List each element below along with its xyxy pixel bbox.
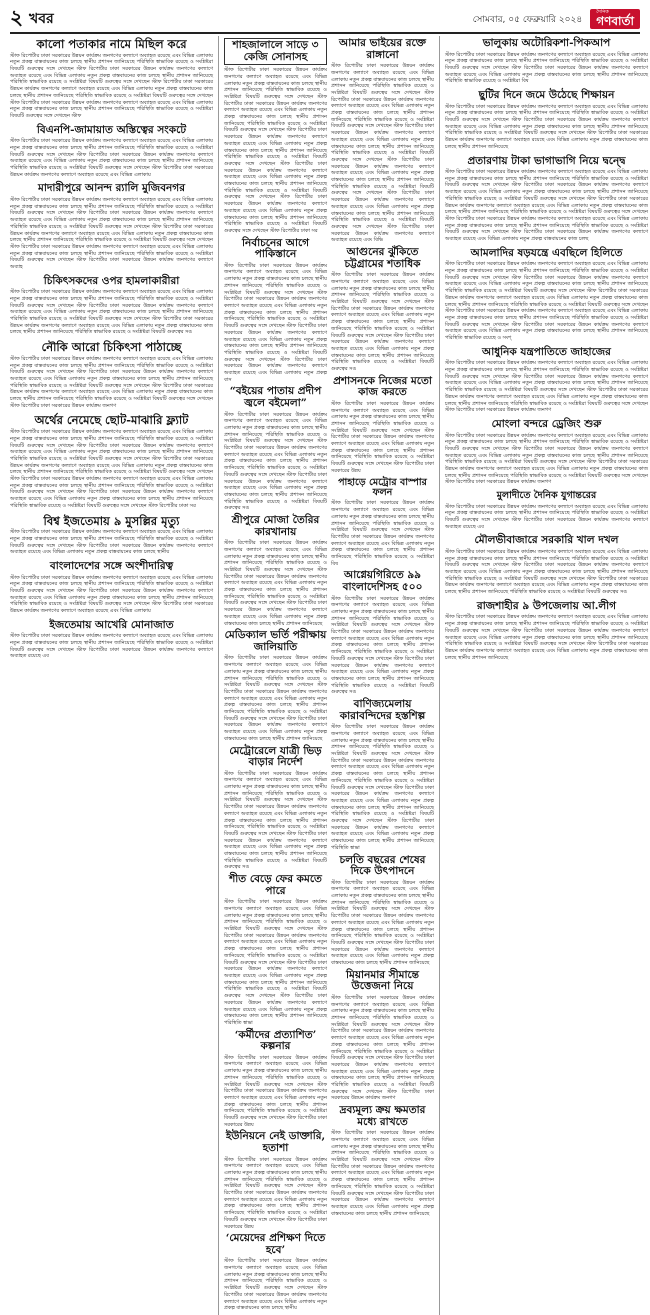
column-right	[445, 36, 648, 1315]
article-headline[interactable]: মুলাদীতে দৈনিক যুগান্তরের	[496, 490, 597, 502]
news-article	[445, 599, 648, 661]
news-article	[445, 36, 648, 85]
article-headline[interactable]: দ্রব্যমূল্য ক্রয় ক্ষমতার মধ্যে রাখতে	[339, 1104, 426, 1128]
article-body: স্টাফ রিপোর্টার ঢাকা সরকারের উন্নয়ন কার্যক্রম জনগণের কল্যাণে অব্যাহত রয়েছে এবং বিভিন্ন এলাকায় নতুন প্রকল্প বাস্তবায়নের কাজ চলছে স্থানীয় প্রশাসন জানিয়েছে পরিস্থিতি স্বাভাবিক রয়েছে ও সংশ্লিষ্টরা বিষয়টি গুরুত্বের সঙ্গে দেখছেন স্টাফ রিপোর্টার ঢাকা সরকারের উন্নয়ন কার্যক্রম জনগণের কল্যাণে অব্যাহত রয়েছে এব	[445, 503, 648, 530]
news-article	[445, 246, 648, 342]
article-body: স্টাফ রিপোর্টার ঢাকা সরকারের উন্নয়ন কার্যক্রম জনগণের কল্যাণে অব্যাহত রয়েছে এবং বিভিন্ন এলাকায় নতুন প্রকল্প বাস্তবায়নের কাজ চলছে স্থানীয় প্রশাসন জানিয়েছে পরিস্থিতি স্বাভাবিক রয়েছে ও সংশ্লিষ্টরা বিষয়টি গুরুত্বের সঙ্গে দেখছেন স্টাফ রিপোর্টার ঢাকা সরকারের উন্নয়ন কার্যক্রম জনগণের কল্যাণে অব্যাহত রয়েছে এবং বিভিন্ন এলাকায় নতুন প্রকল্প বাস্তবায়নের কাজ চলছে স্থানীয় প্রশাসন জানিয়েছে পরিস্থিতি স্বাভাবিক রয়েছে ও সংশ্লিষ্টরা বিষয়টি গুরুত্বের সঙ্গে দেখছেন স্টাফ রিপোর্টার ঢাকা সরকারের উন্নয়ন কার্যক্রম জনগণের কল্যাণে অব্যাহত রয়েছে এবং বিভিন্ন এলাকায় নতুন প্রকল্প বাস্তবায়নের কাজ চলছে স্থানীয় প্রশাসন জানিয়েছে পরিস্থিতি স্বাভাবিক রয়েছে ও সংশ্লিষ্টরা বিষয়টি গুরুত্বের সঙ্গে দেখছেন স্টাফ রিপোর্টার ঢাকা সরকারের উন্নয়ন কার্যক্রম জনগণের কল্যাণে অব্যাহত রয়েছে এবং বিভিন্ন এলাকায় নতুন প্রকল্প বাস্তবায়নের কাজ চলছে স্থানীয় প্রশাসন জানিয়েছে পরিস্থিতি স্বাভাবিক রয়েছে ও সংশ্লিষ্টরা বিষয়টি গুরুত্বের সঙ্গে দেখছেন স্টাফ রিপোর্টার ঢাকা সরকারের উন্নয়ন কার্যক্রম জনগণের কল্যাণে অব্যাহত রয়েছে এবং বিভিন্ন এলাকায় নতুন প্রকল্প বাস্তবায়নের কাজ চলছে স্থানীয় প্রশাসন জানিয়েছে পরিস্থিতি স্বাভাবিক রয়েছে ও সংশ্লিষ্টরা বিষয়টি গুরুত্বের সঙ্গে দেখছেন স্টাফ রিপোর্টার ঢাকা সর	[10, 429, 213, 509]
article-headline[interactable]: ছুটির দিনে জমে উঠেছে শিক্ষায়ন	[478, 89, 615, 102]
article-body: স্টাফ রিপোর্টার ঢাকা সরকারের উন্নয়ন কার্যক্রম জনগণের কল্যাণে অব্যাহত রয়েছে এবং বিভিন্ন এলাকায় নতুন প্রকল্প বাস্তবায়নের কাজ চলছে স্থানীয় প্রশাসন জানিয়েছে পরিস্থিতি স্বাভাবিক রয়েছে ও সংশ্লিষ্টরা বিষয়টি গুরুত্বের সঙ্গে দেখছেন স্টাফ রিপোর্টার ঢাকা সরকারের উন্নয়ন কার্যক্রম জনগণের কল্যাণে অব্যাহত রয়েছে এবং বিভিন্ন এলাকায় নতুন প্রকল্প বাস্তবায়নের কাজ চলছে স্থানীয় প্রশাসন জানিয়েছে পরিস্থিতি স্বাভাবিক রয়েছে ও সংশ্লিষ্টরা বিষয়টি গুরুত্বের সঙ্গে দেখছেন স্টাফ রিপোর্টার ঢাকা সরকারের উন্নয়ন কার্যক্রম জনগণের কল্যাণে অব্যাহত রয়েছে এবং বিভিন্ন এলাকায় নতুন প্রকল্প বাস্তবায়নের কাজ চলছে স্থানীয় প্রশাসন জানিয়েছে পরিস্থিতি স্বাভাবিক রয়েছে ও সংশ্লিষ্টরা বিষয়টি গুরুত্বের সঙ্গে দেখছেন স্টাফ রিপোর্টার ঢাকা সরকারের উন্নয়ন কার্যক্রম জনগণের কল্যাণে অব্যাহত রয়েছে এবং বিভিন্ন এলাকায় নতুন প্রকল্প বাস্তবায়নের কাজ চলছে স্থানীয় প্রশাসন জানিয়েছে পরিস্থিতি স্বাভাবিক রয়েছে ও সংশ্লিষ্টরা বিষয়টি গুরুত্বের সঙ্গে দেখছেন স্টাফ রিপোর্টার ঢাকা সরকারের উন্নয়ন কার্যক্রম জনগণের কল্যাণে অব্যাহত রয়েছে এবং বিভিন্ন এলাকায় নতুন প্রকল্প বাস্তবায়নের কাজ চলছ	[445, 169, 648, 243]
article-headline[interactable]: বাণিজ্যমেলায় কারাবন্দিদের হস্তশিল্প	[339, 698, 426, 722]
article-headline[interactable]: পাহাড়ে মেট্রোর বাস্পার ফলন	[338, 476, 427, 498]
article-headline[interactable]: মৌলভীবাজারে সরকারি খাল দখল	[474, 534, 619, 547]
article-body: স্টাফ রিপোর্টার ঢাকা সরকারের উন্নয়ন কার্যক্রম জনগণের কল্যাণে অব্যাহত রয়েছে এবং বিভিন্ন এলাকায় নতুন প্রকল্প বাস্তবায়নের কাজ চলছে স্থানীয় প্রশাসন জানিয়েছে পরিস্থিতি স্বাভাবিক রয়েছে ও সংশ্লিষ্টরা বিষয়টি গুরুত্বের সঙ্গে দেখছেন স্টাফ রিপোর্টার ঢাকা সরকারের উন্নয়ন কার্যক্রম জনগণের কল্যাণে অব্যাহত রয়েছে এবং বিভিন্ন এলাকায় নতুন প্রকল্প বাস্তবায়নের কাজ চলছে স্থানীয় প্রশাসন জানিয়েছে পরিস্থিতি স্বাভাবিক রয়েছে ও সংশ্লিষ্টরা বিষয়টি গুরুত্বের সঙ্গে দেখছেন স্টাফ রিপোর্টার ঢাকা সরকারের উন্নয়ন কার্যক্রম জনগণের কল্যাণে অব্যাহত রয়েছে এবং বিভিন্ন এলাকায় নতুন প্রকল্প বাস্তবায়নের কাজ চলছে স্থানীয় প্রশাসন জানিয়েছে	[445, 103, 648, 150]
article-headline[interactable]: ইজতেমায় আখেরি মোনাজাত	[49, 618, 174, 631]
article-headline[interactable]: বিশ্ব ইজতেমায় ৯ মুসল্লির মৃত্যু	[43, 513, 180, 528]
article-headline[interactable]: নৌকি আরো চিকিৎসা পাঠাচ্ছে	[41, 340, 182, 355]
article-headline[interactable]: বাংলাদেশের সঙ্গে অংশীদারিত্ব	[49, 559, 174, 572]
article-headline[interactable]: মোংলা বন্দরে ড্রেজিং শুরু	[491, 417, 602, 430]
article-headline[interactable]: প্রতারণায় টাকা ভাগাভাগি নিয়ে দ্বন্দ্বে	[467, 154, 626, 167]
article-body: স্টাফ রিপোর্টার ঢাকা সরকারের উন্নয়ন কার্যক্রম জনগণের কল্যাণে অব্যাহত রয়েছে এবং বিভিন্ন এলাকায় নতুন প্রকল্প বাস্তবায়নের কাজ চলছে স্থানীয় প্রশাসন জানিয়েছে পরিস্থিতি স্বাভাবিক রয়েছে ও সংশ্লিষ্টরা বিষয়টি গুরুত্বের সঙ্গে দেখছেন স্টাফ রিপোর্টার ঢাকা সরকারের উন্নয়ন কার্যক্রম জনগণের কল্যাণে অব্যাহত রয়েছে এবং বিভিন্ন এলাকায় নতুন প্রকল্প বাস্তবায়নের কাজ চলছে স্থানীয় প্রশাসন জানিয়েছে পরিস্থিতি স্বাভাবিক রয়েছে ও সংশ্লিষ্টরা বিষয়টি গুরুত্বের সঙ্গে দেখছেন স্টাফ রিপোর্টার ঢাকা সরকারের উন্নয়ন কার্যক্রম জনগণের কল্যাণে অব্যাহত রয়েছে এবং বিভিন্ন এলাকায় নতুন প্রকল্প বাস্তবায়নের কাজ চলছে স্থানীয় প্রশাসন জানিয়েছে পরিস্থিতি স্বাভাবিক রয়েছে ও সংশ্লিষ্টরা বিষয়টি গুরুত্বের সঙ	[224, 411, 327, 512]
news-article	[331, 1105, 434, 1217]
article-body: স্টাফ রিপোর্টার ঢাকা সরকারের উন্নয়ন কার্যক্রম জনগণের কল্যাণে অব্যাহত রয়েছে এবং বিভিন্ন এলাকায় নতুন প্রকল্প বাস্তবায়নের কাজ চলছে স্থানীয় প্রশাসন জানিয়েছে পরিস্থিতি স্বাভাবিক রয়েছে ও সংশ্লিষ্টরা বিষয়টি গুরুত্বের সঙ্গে দেখছেন স্টাফ রিপোর্টার ঢাকা সরকারের উন্নয়ন কার্যক্রম জনগণের কল্যাণে অব্যাহত রয়েছে এবং বিভিন্ন এলাকায় নতুন প্রকল্প বাস্তবায়নের কাজ চলছে স্থানীয় প্রশাসন জানিয়েছে পরিস্থিতি স্বাভাবিক রয়েছে ও সংশ্লিষ্টরা বিষয়টি গুরুত্বের সঙ্গে দেখছেন স্টাফ রিপোর্টার ঢাকা সরকারের উন্নয়ন কার্যক্রম জনগণের কল্যাণে অব্যাহত রয়েছে এবং বিভিন্ন এলাকায় নতুন প্রকল্প বাস্তবায়নের কাজ চলছে স্থানীয় প্রশাসন জানিয়েছে পরিস্থিতি স্বাভাবিক রয়েছে ও সংশ্লিষ্টরা বিষয়টি গুরুত্বের সঙ	[331, 595, 434, 696]
article-headline[interactable]: রাজশাহীর ৯ উপজেলায় আ.লীগ	[476, 599, 617, 612]
article-body: স্টাফ রিপোর্টার ঢাকা সরকারের উন্নয়ন কার্যক্রম জনগণের কল্যাণে অব্যাহত রয়েছে এবং বিভিন্ন এলাকায় নতুন প্রকল্প বাস্তবায়নের কাজ চলছে স্থানীয় প্রশাসন জানিয়েছে পরিস্থিতি স্বাভাবিক রয়েছে ও সংশ্লিষ্টরা বিষয়টি গুরুত্বের সঙ্গে দেখছেন স্টাফ রিপোর্টার ঢাকা সরকারের উন্নয়ন কার্যক্রম জনগণের কল্যাণে অব্যাহত রয়েছে এবং বিভিন্ন এলাকায় নতুন প্রকল্প বাস্তবায়নের কাজ চলছে স্থানীয় প্রশাসন জানিয়েছে পরিস্থিতি স্বাভাবিক রয়েছে ও সংশ্লিষ্টরা বিষয়টি গুরুত্বের সঙ্গে দেখছেন স্টাফ রিপোর্টার ঢাকা সরকারের উন্নয়ন কার্যক্রম জনগণের কল্যাণে অব্যাহত রয়েছে এবং বিভিন্ন এলাকায়	[10, 574, 213, 615]
section-title: খবর	[29, 11, 54, 27]
article-body: স্টাফ রিপোর্টার ঢাকা সরকারের উন্নয়ন কার্যক্রম জনগণের কল্যাণে অব্যাহত রয়েছে এবং বিভিন্ন এলাকায় নতুন প্রকল্প বাস্তবায়নের কাজ চলছে স্থানীয় প্রশাসন জানিয়েছে পরিস্থিতি স্বাভাবিক রয়েছে ও সংশ্লিষ্টরা বিষয়টি গুরুত্বের সঙ্গে দেখছেন স্টাফ রিপোর্টার ঢাকা সরকারের উন্নয়ন কার্যক্রম জনগণের কল্যাণে অব্যাহত রয়েছে এবং বিভিন্ন এলাকায় নতুন প্রকল্প বাস্তবায়নের কাজ চলছে স্থানীয় প্রশাসন জানিয়েছে পরিস্থিতি স্বাভাবিক রয়েছে ও সংশ্লিষ্টরা বিষয়টি গুরুত্বের সঙ্গে দেখছেন স্টাফ রিপোর্টার ঢাকা সরকারের উন্নয়ন কার্যক্রম জনগণের কল্যাণে অব্যাহত রয়েছে এবং বিভিন্ন এলাকায় নতুন প্রকল্প বাস্তবায়নের কাজ চলছে স্থানীয় প্রশাসন জানিয়েছে পরিস্থিতি স্বাভাবিক রয়েছে ও সংশ্লিষ্টরা বিষয়টি গুরুত্বের সঙ্গে দেখছেন স্টাফ রিপোর্টার ঢাকা সরকারের উন্নয়ন কার্যক্রম জনগণের কল্যাণে অব্যাহত রয়েছে এবং বিভিন্ন এলাকায় নতুন প্রকল্প বাস্তবায়নের কাজ চলছে স্থানীয় প্রশাসন জানিয়েছে পরিস্থিতি স্বাভা	[331, 724, 434, 851]
article-headline[interactable]: মাদারীপুরে আনন্দ র‍্যালি মুজিবনগর	[38, 182, 185, 195]
column-middle-left	[224, 36, 327, 1315]
news-article	[445, 489, 648, 530]
article-body: স্টাফ রিপোর্টার ঢাকা সরকারের উন্নয়ন কার্যক্রম জনগণের কল্যাণে অব্যাহত রয়েছে এবং বিভিন্ন এলাকায় নতুন প্রকল্প বাস্তবায়নের কাজ চলছে স্থানীয় প্রশাসন জানিয়েছে পরিস্থিতি স্বাভাবিক রয়েছে ও সংশ্লিষ্টরা বিষয়টি গুরুত্বের সঙ্গে দেখছেন স্টাফ রিপোর্টার ঢাকা সরকারের উন্নয়ন কার্যক্রম জনগণের কল্যাণে অব্যাহত রয়েছে এবং বিভিন্ন এলাকায় নতুন প্রকল্প বাস্তবায়নের কাজ চলছে স্থানীয় প্রশাসন জানিয়েছে পরিস্থিতি স্বাভাবিক রয়েছে ও সংশ্লিষ্টরা বিষয়টি গুরুত্বের সঙ্গে দেখছেন স্টাফ রিপোর্টার ঢাকা সরকারের উন্নয়ন কার্যক্রম জনগণের কল্যাণে অব্যাহত রয়েছে এবং বিভিন্ন এলাকায় নতুন প্রকল্প বাস্তবায়নের কাজ চলছে স্থানীয় প্রশাসন জানিয়েছে পরিস্থিতি স্বাভাবিক রয়েছে ও সংশ্লিষ্টরা বিষয়টি গুরুত্বের সঙ্গে দেখছেন স্টাফ রিপোর্টার ঢাকা সরকারের উন্নয়ন কার্যক্রম জনগণের কল্যাণে অব্যাহত রয়েছে এবং বিভিন্ন এলাকায় নতুন প্রকল্প বাস্তবায়নের কাজ চলছে স্থানীয় প্রশাসন জানিয়েছে পরিস্থিতি স্বাভাবিক রয়েছে ও সংশ্লিষ্টরা বিষয়টি গুরুত্বের সঙ্গে দেখছেন স্টাফ রিপোর্টার ঢাকা সরকারের উন্নয়ন কার্যক্রম জনগণের কল্যাণে অব্যাহত রয়েছে এবং বিভিন্ন এলাকায় নতুন প্রকল্প বাস্তবায়নের কাজ চলছে স্থানীয় প্রশাসন জানিয়েছে পরিস্থিতি স্বাভাবিক রয়েছে ও সংশ্	[445, 261, 648, 342]
article-body: স্টাফ রিপোর্টার ঢাকা সরকারের উন্নয়ন কার্যক্রম জনগণের কল্যাণে অব্যাহত রয়েছে এবং বিভিন্ন এলাকায় নতুন প্রকল্প বাস্তবায়নের কাজ চলছে স্থানীয় প্রশাসন জানিয়েছে পরিস্থিতি স্বাভাবিক রয়েছে ও সংশ্লিষ্টরা বিষয়টি গুরুত্বের সঙ্গে দেখছেন স্টাফ রিপোর্টার ঢাকা সরকারের উন্নয়ন কার্যক্রম জনগণের কল্যাণে অব্যাহত রয়েছে এবং বিভিন্ন এলাকায় নতুন প্রকল্প বাস্তবায়নের কাজ চলছে স্থানীয় প্রশাসন জানিয়েছে পরিস্থিতি স্বাভাবিক রয়েছে ও সংশ্লিষ্টরা বিষ	[331, 500, 434, 567]
article-body: স্টাফ রিপোর্টার ঢাকা সরকারের উন্নয়ন কার্যক্রম জনগণের কল্যাণে অব্যাহত রয়েছে এবং বিভিন্ন এলাকায় নতুন প্রকল্প বাস্তবায়নের কাজ চলছে স্থানীয় প্রশাসন জানিয়েছে পরিস্থিতি স্বাভাবিক রয়েছে ও সংশ্লিষ্টরা বিষয়টি গুরুত্বের সঙ্গে দেখছেন স্টাফ রিপোর্টার ঢাকা সরকারের উন্নয়ন কার্যক্রম জনগণের কল্যাণে অব্যাহত রয়েছে এবং বিভিন্ন এলাকায় নতুন প্রকল্প বাস্তবায়নের কাজ চলছে স্থানীয় প্রশাসন জানিয়েছে পরিস্থিতি স্বাভাবিক রয়েছে ও সংশ্লিষ্টরা বিষ	[445, 51, 648, 85]
news-article	[331, 699, 434, 851]
article-body: স্টাফ রিপোর্টার ঢাকা সরকারের উন্নয়ন কার্যক্রম জনগণের কল্যাণে অব্যাহত রয়েছে এবং বিভিন্ন এলাকায় নতুন প্রকল্প বাস্তবায়নের কাজ চলছে স্থানীয় প্রশাসন জানিয়েছে পরিস্থিতি স্বাভাবিক রয়েছে ও সংশ্লিষ্টরা বিষয়টি গুরুত্বের সঙ্গে দেখছেন স্টাফ রিপোর্টার ঢাকা সরকারের উন্নয়ন কার্যক্রম জনগণের কল্যাণে অব্যাহত রয়েছে এবং বিভিন্ন এলাকায় নতুন প্রকল্প বাস্তবায়নের কাজ চলছে স্থানীয় প্রশাসন জানিয়েছে পরিস্থিতি স্বাভাবিক রয়েছে ও সংশ্লিষ্টরা বিষয়টি গুরুত্বের সঙ্গে দেখছেন স্টাফ রিপোর্টার ঢাকা সরকারের উন্নয়ন কার্যক্রম জনগণের কল্যাণে অব্যাহত রয়েছে এবং বিভিন্ন এলাকায়	[10, 138, 213, 178]
issue-date: সোমবার, ০৫ ফেব্রুয়ারি ২০২৪	[472, 14, 583, 25]
article-body: স্টাফ রিপোর্টার ঢাকা সরকারের উন্নয়ন কার্যক্রম জনগণের কল্যাণে অব্যাহত রয়েছে এবং বিভিন্ন এলাকায় নতুন প্রকল্প বাস্তবায়নের কাজ চলছে স্থানীয় প্রশাসন জানিয়েছে পরিস্থিতি স্বাভাবিক রয়েছে ও সংশ্লিষ্টরা বিষয়টি গুরুত্বের সঙ্গে দেখছেন স্টাফ রিপোর্টার ঢাকা সরকারের উন্নয়ন কার্যক্রম জনগণের কল্যাণে অব্যাহত রয়েছে এবং বিভিন্ন এলাকায় নতুন প্রকল্প বাস্তবায়নের কাজ চলছে স্থানীয় প্রশাসন জানিয়েছে পরিস্থিতি স্বাভাবিক রয়েছে ও সংশ্লিষ্টরা বিষয়টি গুরুত্বের সঙ্গে দেখছেন স্টাফ রিপোর্টার ঢাকা সরকারের উন্নয	[224, 1156, 327, 1230]
article-headline[interactable]: অর্থের নেমেছে ছোট-মাঝারি ফ্ল্যাট	[34, 413, 189, 428]
article-body: স্টাফ রিপোর্টার ঢাকা সরকারের উন্নয়ন কার্যক্রম জনগণের কল্যাণে অব্যাহত রয়েছে এবং বিভিন্ন এলাকায় নতুন প্রকল্প বাস্তবায়নের কাজ চলছে স্থানীয় প্রশাসন জানিয়েছে পরিস্থিতি স্বাভাবিক রয়েছে ও সংশ্লিষ্টরা বিষয়টি গুরুত্বের সঙ্গে দেখছেন স্টাফ রিপোর্টার ঢাকা সরকারের উন্নয়ন কার্যক্রম জনগণের কল্যাণে অব্যাহত রয়েছে এবং বিভিন্ন এলাকায় নতুন প্রকল্প বাস্তবায়নের কাজ চলছে স্থানীয় প্রশাসন জানিয়েছে পরিস্থিতি স্বাভাবিক রয়েছে ও সংশ্লিষ্টরা বিষয়টি গুরুত্বের সঙ্গে দেখছেন স্টাফ রিপোর্টার ঢাকা সরকারের উন্নয়ন কার্যক্রম জনগণের কল্যাণে অব্যাহত রয়েছে এবং বিভিন্ন এলাকায় নতুন প্রকল্প বাস্তবায়নের কাজ চলছে স্থানীয় প্রশাসন জানিয়েছে পরিস্থিতি স্বাভাবিক রয়েছে ও সংশ্লিষ্টরা বিষয়টি গুরুত্বের সঙ্গে দেখছেন স্টাফ রিপোর্টার ঢাকা সরকারের উন্নয়ন কার্যক্রম জনগণের কল্যাণে অব্যাহত রয়েছে এবং বিভিন্ন এলাকায় নতুন প্রকল্প বাস্তবায়নের কাজ চলছে স্থানীয় প্রশাসন জানিয়েছে পরিস্থিতি স্বাভাবিক রয়েছে ও সংশ্লিষ্টরা বিষয়টি গুরুত্বের সঙ্গে দেখছেন স্টাফ রিপোর্টার ঢাকা সরকারের উন্নয়ন কার্যক্রম জনগণের কল্যাণে অব্যাহত রয়েছে এবং বিভিন্ন এলাকায় নতুন প্রকল্প বাস্তবায়নের কাজ চলছে স্থানীয় প্রশাসন জানিয়েছে পরিস্থিতি স্বাভাবিক রয়েছে ও সংশ্লিষ্টরা বিষয়টি গুরুত্বের সঙ্গে দেখছেন স্টাফ রিপোর্টার ঢাকা সর	[224, 67, 327, 234]
news-article	[10, 274, 213, 336]
newspaper-logo	[590, 9, 640, 29]
news-article	[331, 478, 434, 568]
news-article	[10, 412, 213, 509]
article-body: স্টাফ রিপোর্টার ঢাকা সরকারের উন্নয়ন কার্যক্রম জনগণের কল্যাণে অব্যাহত রয়েছে এবং বিভিন্ন এলাকায় নতুন প্রকল্প বাস্তবায়নের কাজ চলছে স্থানীয় প্রশাসন জানিয়েছে পরিস্থিতি স্বাভাবিক রয়েছে ও সংশ্লিষ্টরা বিষয়টি গুরুত্বের সঙ্গে দেখছেন স্টাফ রিপোর্টার ঢাকা সরকারের উন্নয়ন কার্যক্রম জনগণের কল্যাণে অব্যাহত রয়েছে এবং বিভিন্ন এলাকায় নতুন প্রকল্প বাস্তবায়নের কাজ চলছে স্থানীয় প্রশাসন জানিয়েছে পরিস্থিতি স্বাভাবিক রয়েছে ও সংশ্লিষ্টরা বিষয়টি গুরুত্বের সঙ্গে দেখছেন স্টাফ রিপোর্টার ঢাকা সরকারের উন্নয	[331, 400, 434, 474]
news-article	[10, 181, 213, 270]
news-article	[445, 88, 648, 150]
article-body: স্টাফ রিপোর্টার ঢাকা সরকারের উন্নয়ন কার্যক্রম জনগণের কল্যাণে অব্যাহত রয়েছে এবং বিভিন্ন এলাকায় নতুন প্রকল্প বাস্তবায়নের কাজ চলছে স্থানীয় প্রশাসন জানিয়েছে পরিস্থিতি স্বাভাবিক রয়েছে ও সংশ্লিষ্টরা বিষয়টি গুরুত্বের সঙ্গে দেখছেন স্টাফ রিপোর্টার ঢাকা সরকারের উন্নয়ন কার্যক্রম জনগণের কল্যাণে অব্যাহত রয়েছে এবং বিভিন্ন এলাকায় নতুন প্রকল্প বাস্তবায়নের কাজ চলছে স্থানীয় প্রশাসন জানিয়েছে পরিস্থিতি স্বাভাবিক রয়েছে ও সংশ্লিষ্টরা বিষয়টি গুরুত্বের সঙ্গে দেখছেন স্টাফ রিপোর্টার ঢাকা সরকারের উন্নয়ন কার্যক্রম জনগণের কল্যাণে অব্যাহত রয়েছে এবং বিভিন্ন এলাকায় নতুন প্রকল্প বাস্তবায়নের কাজ চলছে স্থানীয় প্রশাসন জানিয়েছে পরিস্থিতি স্বাভাবিক রয়েছে ও সংশ্লিষ্টরা বিষয়টি গুরুত্বের সঙ্গে দেখছেন স্টাফ রিপোর্টার ঢাকা সরকারের উন্নয়ন কার্যক্রম জনগণের কল্যাণে অব্যাহত রয়েছে এবং বিভিন্ন এলাকায় নতুন প্রকল্প বাস্তবায়নের কাজ চলছে স্থানীয় প্রশাসন জানিয়েছে পরিস্থিতি স্বাভাবিক রয়েছে ও সংশ্লিষ্টরা বিষয়টি গুরুত্বের সঙ্গে দেখছেন স্টাফ রিপোর্টার ঢাকা সরকারের উন্নয়ন কার্যক্রম জনগণের কল্যাণে অব্যাহত রয়েছে এবং বিভিন্ন এলাকায় নতুন প্রকল্প বাস্তবায়নের কাজ চলছে স্থানীয় প্রশাসন জানিয়েছে পরিস্থিতি স্বাভাবিক রয়েছে ও সংশ্লিষ্টরা বিষয়টি গুরুত্বের সঙ্গে দেখছেন স্টাফ রিপোর্টার ঢাকা সরকারের উন্নয়ন কার্যক্রম জনগণের কল্যাণে অব্যাহত রয়েছে এবং বিভি	[331, 63, 434, 244]
article-headline[interactable]: মিয়ানমার সীমান্তে উত্তেজনা নিয়ে	[346, 968, 419, 993]
article-headline[interactable]: “বইয়ের পাতায় প্রদীপ জ্বলে বইমেলা”	[229, 385, 322, 409]
logo-wordmark: গণবার্তা	[596, 14, 634, 28]
article-body: স্টাফ রিপোর্টার ঢাকা সরকারের উন্নয়ন কার্যক্রম জনগণের কল্যাণে অব্যাহত রয়েছে এবং বিভিন্ন এলাকায় নতুন প্রকল্প বাস্তবায়নের কাজ চলছে স্থানীয় প্রশাসন জানিয়েছে পরিস্থিতি স্বাভাবিক রয়েছে ও সংশ্লিষ্টরা বিষয়টি গুরুত্বের সঙ্গে দেখছেন স্টাফ রিপোর্টার ঢাকা সরকারের উন্নয়ন কার্যক্রম জনগণের কল্যাণে অব্যাহত রয়েছে এবং বিভিন্ন এলাকায় নতুন প্রকল্প বাস্তবায়নের কাজ চলছে স্থানীয় প্রশাসন জানিয়েছে পরিস্থিতি স্বাভাবিক রয়েছে ও সংশ্লিষ্টরা বিষয়টি গুরুত্বের সঙ্গে দেখছেন স্টাফ রিপোর্টার ঢাকা সরকারের উন্নয়ন কার্যক্রম জনগণের কল্যাণে অব্যাহত রয়েছে এবং বিভিন্ন এলাকায় নতুন প্রকল্প বাস্তবায়নের কাজ চলছে স্থানীয় প্রশাসন জানিয়েছে পরিস্থিতি স্বাভাবিক রয়েছে ও সংশ্লিষ্টরা বিষয়টি গুরুত্বের সঙ্গে দেখছেন স্টাফ রিপোর্টার ঢাকা সরকারের উন্নয়ন কার্যক্রম জনগণ	[445, 432, 648, 486]
article-body: স্টাফ রিপোর্টার ঢাকা সরকারের উন্নয়ন কার্যক্রম জনগণের কল্যাণে অব্যাহত রয়েছে এবং বিভিন্ন এলাকায় নতুন প্রকল্প বাস্তবায়নের কাজ চলছে স্থানীয় প্রশাসন জানিয়েছে পরিস্থিতি স্বাভাবিক রয়েছে ও সংশ্লিষ্টরা বিষয়টি গুরুত্বের সঙ্গে দেখছেন স্টাফ রিপোর্টার ঢাকা সরকারের উন্নয়ন কার্যক্রম জনগণের কল্যাণে অব্যাহত রয়েছে এবং বিভিন্ন এলাকায় নতুন প্রকল্প বাস্তবায়নের কাজ চলছে স্থানীয় প্রশাসন জানিয়েছে পরিস্থিতি স্বাভাবিক রয়েছে ও সংশ্লিষ্টরা বিষয়টি গুরুত্বের সঙ্গে দেখছেন স্টাফ রিপোর্টার ঢাকা সরকারের উন্নয়ন কার্যক্রম জনগণের কল্যাণে অব্যাহত রয়েছে এবং বিভিন্ন এলাকায় নতুন প্রকল্প বাস্তবায়নের কাজ চলছে স্থানীয় প্রশাসন জানিয়েছে পরিস্থিতি স্বাভাবিক রয়েছে ও সংশ্লিষ্টরা বিষয়টি গুরুত্বের সঙ	[224, 770, 327, 871]
article-body: স্টাফ রিপোর্টার ঢাকা সরকারের উন্নয়ন কার্যক্রম জনগণের কল্যাণে অব্যাহত রয়েছে এবং বিভিন্ন এলাকায় নতুন প্রকল্প বাস্তবায়নের কাজ চলছে স্থানীয় প্রশাসন জানিয়েছে পরিস্থিতি স্বাভাবিক রয়েছে ও সংশ্লিষ্টরা বিষয়টি গুরুত্বের সঙ্গে দেখছেন স্টাফ রিপোর্টার ঢাকা সরকারের উন্নয়ন কার্যক্রম জনগণের কল্যাণে অব্যাহত রয়েছে এবং বিভিন্ন এলাকায় নতুন প্রকল্প বাস্তবায়নের কাজ চলছে স্থানীয় প্রশাসন জানিয়েছে পরিস্থিতি স্বাভাবিক রয়েছে ও সংশ্লিষ্টরা বিষয়টি গুরুত্বের সঙ্গে দেখছেন স্টাফ রিপোর্টার ঢাকা সরকারের উন্নয়ন কার্যক্রম জনগণের কল্যাণে অব্যাহত রয়েছে এবং বিভিন্ন এলাকায় নতুন প্রকল্প বাস্তবায়নের কাজ চলছে স্থানীয় প্রশাসন জানিয়েছে পরিস্থিতি স্বাভাবিক রয়েছে ও সংশ্লিষ্টরা বিষয়টি গুরুত্বের সঙ্গে দেখছেন স্টাফ রিপোর্টার ঢাকা সরকারের উন্নয়ন কার্যক্রম জনগণের কল্যাণে অব্যাহত রয়েছে এবং বিভিন্ন এলাকায় নতুন প্রকল্প বাস্তবায়নের কাজ চলছে স্থানীয় প্রশাসন জানিয়েছে পরিস্থিতি স্বাভাবিক রয়েছে ও সংশ্লিষ্টরা বিষয়টি গুরুত্বের সঙ্গে দেখছেন স্টাফ রিপোর্টার ঢাকা সরকারের উন্নয়ন কার্যক্রম জনগণের কল্যাণে অব্যাহ	[10, 196, 213, 271]
column-left	[10, 36, 213, 1315]
news-article	[224, 1233, 327, 1312]
article-body: স্টাফ রিপোর্টার ঢাকা সরকারের উন্নয়ন কার্যক্রম জনগণের কল্যাণে অব্যাহত রয়েছে এবং বিভিন্ন এলাকায় নতুন প্রকল্প বাস্তবায়নের কাজ চলছে স্থানীয় প্রশাসন জানিয়েছে পরিস্থিতি স্বাভাবিক রয়েছে ও সংশ্লিষ্টরা বিষয়টি গুরুত্বের সঙ্গে দেখছেন স্টাফ রিপোর্টার ঢাকা সরকারের উন্নয়ন কার্যক্রম জনগণের কল্যাণে অব্যাহত রয়েছে এবং বিভিন্ন এলাকায় নতুন প্রকল্প বাস্তবায়নের কাজ চলছে স্থানীয় প্রশাসন জানিয়েছে পরিস্থিতি স্বাভাবিক রয়েছে ও সংশ্লিষ্টরা বিষয়টি গুরুত্বের সঙ্গে দেখছেন স্টাফ রিপোর্টার ঢাকা সরকারের উন্নয়ন কার্যক্রম জনগণের কল্যাণে অব্যাহত রয়েছে এবং বিভিন্ন এলাকায় নতুন প্রকল্প বাস্তবায়নের কাজ চলছে স্থানীয় প্রশাসন জানিয়েছে পরিস্থিতি স্বাভাবিক রয়েছে ও সংশ্লিষ্টরা বিষয়টি গুরুত্বের সঙ্গে দেখছেন স্টাফ রিপোর্টার ঢাকা সরকারের উন্নয়ন কার্যক্রম জনগণের কল্যাণে অব্যাহত রয়েছে এবং বিভিন্ন এলাকায় নতুন প্রকল্প বাস্তবায়নের কাজ চলছে স্থানীয় প্রশাসন জানিয়েছে পরিস্থিতি স্বাভাবিক রয়েছে ও সংশ্লিষ্টরা বিষয়টি গুরুত্বের সঙ্গে দেখছেন স্টাফ	[10, 52, 213, 119]
news-article	[224, 38, 327, 235]
article-body: স্টাফ রিপোর্টার ঢাকা সরকারের উন্নয়ন কার্যক্রম জনগণের কল্যাণে অব্যাহত রয়েছে এবং বিভিন্ন এলাকায় নতুন প্রকল্প বাস্তবায়নের কাজ চলছে স্থানীয় প্রশাসন জানিয়েছে পরিস্থিতি স্বাভাবিক রয়েছে ও সংশ্লিষ্টরা বিষয়টি গুরুত্বের সঙ্গে দেখছেন স্টাফ রিপোর্টার ঢাকা সরকারের উন্নয়ন কার্যক্রম জনগণের কল্যাণে অব্যাহত রয়েছে এবং বিভিন্ন এলাকায় নতুন প্রকল্প বাস্তবায়নের কাজ চলছে স্থানীয় প্রশাসন জানিয়েছে পরিস্থিতি স্বাভাবিক রয়েছে ও সংশ্লিষ্টরা বিষয়টি গুরুত্বের সঙ্গে দেখছেন স্টাফ রিপোর্টার ঢাকা সরকারের উন্নয়ন কার্যক্রম জনগণের কল্যাণে অব্যাহত রয়েছে এবং বিভিন্ন এলাকায় নতুন প্রকল্প বাস্তবায়নের কাজ চলছে স্থানীয় প্রশাসন জানিয়েছে পরিস্থিতি স্বাভাবিক রয়েছে ও সংশ্লিষ্টরা বিষয়টি গুরুত্বের সঙ্গে দেখছেন স্টাফ রিপোর্টার ঢাকা সরকারের উন্নয়ন কার্যক্রম জনগণ	[445, 360, 648, 414]
article-headline[interactable]: নির্বাচনের আগে পাকিস্তানে	[241, 236, 310, 261]
news-article	[224, 386, 327, 512]
column-middle-right	[331, 36, 434, 1220]
news-article	[10, 513, 213, 556]
news-article	[331, 570, 434, 696]
news-article	[224, 515, 327, 627]
page-number: ২	[10, 4, 24, 29]
news-article	[224, 630, 327, 742]
news-article	[10, 339, 213, 409]
article-headline[interactable]: কালো পতাকার নামে মিছিল করে	[36, 37, 187, 51]
page-header	[10, 6, 640, 34]
article-headline[interactable]: ‘মেয়েদের প্রশিক্ষণ দিতে হবে’	[225, 1232, 326, 1256]
news-article	[331, 970, 434, 1102]
article-body: স্টাফ রিপোর্টার ঢাকা সরকারের উন্নয়ন কার্যক্রম জনগণের কল্যাণে অব্যাহত রয়েছে এবং বিভিন্ন এলাকায় নতুন প্রকল্প বাস্তবায়নের কাজ চলছে স্থানীয় প্রশাসন জানিয়েছে পরিস্থিতি স্বাভাবিক রয়েছে ও সংশ্লিষ্টরা বিষয়টি গুরুত্বের সঙ্গে দেখছেন স্টাফ রিপোর্টার ঢাকা সরকারের উন্নয়ন কার্যক্রম জনগণের কল্যাণে অব্যাহত রয়েছে এবং বিভিন্ন এলাকায় নতুন প্রকল্প বাস্তবায়নের কাজ চলছে স্থানীয় প্রশাসন জানিয়েছে পরিস্থিতি স্বাভাবিক রয়েছে ও সংশ্লিষ্টরা বিষয়টি গুরুত্বের সঙ্গে দেখছেন স্টাফ রিপোর্টার ঢাকা সরকারের উন্নয়ন কার্যক্রম জনগণের কল্যাণে অব্যাহত রয়েছে এবং বিভিন্ন এলাকায় নতুন প্রকল্প বাস্তবায়নের কাজ চলছে স্থানীয় প্রশাসন জানিয়েছে	[445, 614, 648, 661]
news-article	[331, 38, 434, 244]
column-divider	[439, 36, 440, 1315]
news-article	[224, 746, 327, 872]
article-body: স্টাফ রিপোর্টার ঢাকা সরকারের উন্নয়ন কার্যক্রম জনগণের কল্যাণে অব্যাহত রয়েছে এবং বিভিন্ন এলাকায় নতুন প্রকল্প বাস্তবায়নের কাজ চলছে স্থানীয় প্রশাসন জানিয়েছে পরিস্থিতি স্বাভাবিক রয়েছে ও সংশ্লিষ্টরা বিষয়টি গুরুত্বের সঙ্গে দেখছেন স্টাফ রিপোর্টার ঢাকা সরকারের উন্নয়ন কার্যক্রম জনগণের কল্যাণে অব্যাহত রয়েছে এবং বিভিন্ন এলাকায় নতুন প্রকল্প বাস্তবায়নের কাজ চলছে স্থানীয় প্রশাসন জানিয়েছে পরিস্থিতি স্বাভাবিক রয়েছে ও সংশ্লিষ্টরা বিষয়টি গুরুত্বের সঙ্গে দেখছেন স্টাফ রিপোর্টার ঢাকা সরকারের উন্নয়ন কার্যক্রম জনগণের কল্যাণে অব্যাহত রয়েছে এবং বিভিন্ন এলাকায় নতুন প্রকল্প বাস্তবায়নের কাজ চলছে স্থানীয় প্রশাসন জানিয়েছে পরিস্থিতি স্বাভাবিক রয়েছে ও সংশ্লিষ্টরা বিষয়টি গুরুত্বের সঙ্গে দেখছেন স্টাফ রিপোর্টার ঢাকা সরকারের উন্নয়ন কার্যক্রম জনগণ	[331, 994, 434, 1102]
article-body: স্টাফ রিপোর্টার ঢাকা সরকারের উন্নয়ন কার্যক্রম জনগণের কল্যাণে অব্যাহত রয়েছে এবং বিভিন্ন এলাকায় নতুন প্রকল্প বাস্তবায়নের কাজ চলছে স্থানীয় প্রশাসন জানিয়েছে পরিস্থিতি স্বাভাবিক রয়েছে ও সংশ্লিষ্টরা বিষয়টি গুরুত্বের সঙ্গে দেখছেন স্টাফ রিপোর্টার ঢাকা সরকারের উন্নয়ন কার্যক্রম জনগণের কল্যাণে অব্যাহত রয়েছে এবং বিভিন্ন এলাকায় নতুন প্রকল্প বাস্তবায়নের কাজ চলছে স্থানীয়	[224, 1258, 327, 1312]
news-article	[224, 1030, 327, 1129]
article-headline[interactable]: ইউনিয়নে নেই ডাক্তারি, হতাশা	[225, 1130, 326, 1154]
article-headline[interactable]: চিকিৎসকদের ওপর হামলাকারীরা	[43, 274, 180, 287]
article-body: স্টাফ রিপোর্টার ঢাকা সরকারের উন্নয়ন কার্যক্রম জনগণের কল্যাণে অব্যাহত রয়েছে এবং বিভিন্ন এলাকায় নতুন প্রকল্প বাস্তবায়নের কাজ চলছে স্থানীয় প্রশাসন জানিয়েছে পরিস্থিতি স্বাভাবিক রয়েছে ও সংশ্লিষ্টরা বিষয়টি গুরুত্বের সঙ্গে দেখছেন স্টাফ রিপোর্টার ঢাকা সরকারের উন্নয়ন কার্যক্রম জনগণের কল্যাণে অব্যাহত রয়েছে এবং বিভিন্ন এলাকায় নতুন প্রকল্প বাস্তবায়নের কাজ চলছে স্থানীয়	[10, 529, 213, 556]
article-headline[interactable]: প্রশাসনকে নিজের মতো কাজ করতে	[333, 374, 432, 399]
article-headline[interactable]: শ্রীপুরে মোজা তৈরির কারখানায়	[231, 514, 320, 538]
news-article	[224, 238, 327, 384]
article-headline[interactable]: চলতি বছরের শেষের দিকে উৎপাদনে	[339, 853, 426, 878]
news-article	[224, 874, 327, 1026]
article-body: স্টাফ রিপোর্টার ঢাকা সরকারের উন্নয়ন কার্যক্রম জনগণের কল্যাণে অব্যাহত রয়েছে এবং বিভিন্ন এলাকায় নতুন প্রকল্প বাস্তবায়নের কাজ চলছে স্থানীয় প্রশাসন জানিয়েছে পরিস্থিতি স্বাভাবিক রয়েছে ও সংশ্লিষ্টরা বিষয়টি গুরুত্বের সঙ্গে দেখছেন স্টাফ রিপোর্টার ঢাকা সরকারের উন্নয়ন কার্যক্রম জনগণের কল্যাণে অব্যাহত রয়েছে এবং বিভিন্ন এলাকায় নতুন প্রকল্প বাস্তবায়নের কাজ চলছে স্থানীয় প্রশাসন জানিয়েছে পরিস্থিতি স্বাভাবিক রয়েছে ও সংশ্লিষ্টরা বিষয়টি গুরুত্বের সঙ্গে দেখছেন স্টাফ রিপোর্টার ঢাকা সরকারের উন্নয়ন কার্যক্রম জনগণের কল্যাণে অব্যাহত রয়েছে এবং বিভিন্ন এলাকায় নতুন প্রকল্প বাস্তবায়নের কাজ চলছে স্থানীয় প্রশাসন জানিয়েছে	[224, 540, 327, 627]
column-divider	[218, 36, 219, 1315]
article-body: স্টাফ রিপোর্টার ঢাকা সরকারের উন্নয়ন কার্যক্রম জনগণের কল্যাণে অব্যাহত রয়েছে এবং বিভিন্ন এলাকায় নতুন প্রকল্প বাস্তবায়নের কাজ চলছে স্থানীয় প্রশাসন জানিয়েছে পরিস্থিতি স্বাভাবিক রয়েছে ও সংশ্লিষ্টরা বিষয়টি গুরুত্বের সঙ্গে দেখছেন স্টাফ রিপোর্টার ঢাকা সরকারের উন্নয়ন কার্যক্রম জনগণের কল্যাণে অব্যাহত রয়েছে এবং বিভিন্ন এলাকায় নতুন প্রকল্প বাস্তবায়নের কাজ চলছে স্থানীয় প্রশাসন জানিয়েছে পরিস্থিতি স্বাভাবিক রয়েছে ও সংশ্লিষ্টরা বিষয়টি গুরুত্বের সঙ্গে দেখছেন স্টাফ রিপোর্টার ঢাকা সরকারের উন্নয়ন কার্যক্রম জনগণের কল্যাণে অব্যাহত রয়েছে এবং বিভিন্ন এলাকায় নতুন প্রকল্প বাস্তবায়নের কাজ চলছে স্থানীয় প্রশাসন জানিয়েছে	[224, 655, 327, 742]
news-article	[445, 417, 648, 486]
article-headline[interactable]: ‘কর্মীদের প্রত্যাশিত’ কল্পনার	[234, 1028, 317, 1053]
news-article	[445, 154, 648, 243]
article-body: স্টাফ রিপোর্টার ঢাকা সরকারের উন্নয়ন কার্যক্রম জনগণের কল্যাণে অব্যাহত রয়েছে এবং বিভিন্ন এলাকায় নতুন প্রকল্প বাস্তবায়নের কাজ চলছে স্থানীয় প্রশাসন জানিয়েছে পরিস্থিতি স্বাভাবিক রয়েছে ও সংশ্লিষ্টরা বিষয়টি গুরুত্বের সঙ্গে দেখছেন স্টাফ রিপোর্টার ঢাকা সরকারের উন্নয়ন কার্যক্রম জনগণের কল্যাণে অব্যাহত রয়েছে এবং বিভিন্ন এলাকায় নতুন প্রকল্প বাস্তবায়নের কাজ চলছে স্থানীয় প্রশাসন জানিয়েছে পরিস্থিতি স্বাভাবিক রয়েছে ও সংশ্লিষ্টরা বিষয়টি গুরুত্বের সঙ্গে দেখছেন স্টাফ রিপোর্টার ঢাকা সরকারের উন্নয	[224, 1054, 327, 1128]
article-body: স্টাফ রিপোর্টার ঢাকা সরকারের উন্নয়ন কার্যক্রম জনগণের কল্যাণে অব্যাহত রয়েছে এবং বিভিন্ন এলাকায় নতুন প্রকল্প বাস্তবায়নের কাজ চলছে স্থানীয় প্রশাসন জানিয়েছে পরিস্থিতি স্বাভাবিক রয়েছে ও সংশ্লিষ্টরা বিষয়টি গুরুত্বের সঙ্গে দেখছেন স্টাফ রিপোর্টার ঢাকা সরকারের উন্নয়ন কার্যক্রম জনগণের কল্যাণে অব্যাহত রয়েছে এবং বিভিন্ন এলাকায় নতুন প্রকল্প বাস্তবায়নের কাজ চলছে স্থানীয় প্রশাসন জানিয়েছে পরিস্থিতি স্বাভাবিক রয়েছে ও সংশ্লিষ্টরা বিষয়টি গুরুত্বের সঙ্গে দেখছেন স্টাফ রিপোর্টার ঢাকা সরকারের উন্নয়ন কার্যক্রম জনগণের কল্যাণে অব্যাহত রয়েছে এবং বিভিন্ন এলাকায় নতুন প্রকল্প বাস্তবায়নের কাজ চলছে স্থানীয় প্রশাসন জানিয়েছে পরিস্থিতি স্বাভাবিক রয়েছে ও সংশ্লিষ্টরা বিষয়টি গুরুত্বের সঙ	[331, 272, 434, 373]
article-headline[interactable]: আধুনিক যন্ত্রপাতিতে জাহাজের	[482, 345, 611, 358]
news-article	[445, 533, 648, 595]
article-body: স্টাফ রিপোর্টার ঢাকা সরকারের উন্নয়ন কার্যক্রম জনগণের কল্যাণে অব্যাহত রয়েছে এবং বিভিন্ন এলাকায় নতুন প্রকল্প বাস্তবায়নের কাজ চলছে স্থানীয় প্রশাসন জানিয়েছে পরিস্থিতি স্বাভাবিক রয়েছে ও সংশ্লিষ্টরা বিষয়টি গুরুত্বের সঙ্গে দেখছেন স্টাফ রিপোর্টার ঢাকা সরকারের উন্নয়ন কার্যক্রম জনগণের কল্যাণে অব্যাহত রয়েছে এবং বিভিন্ন এলাকায় নতুন প্রকল্প বাস্তবায়নের কাজ চলছে স্থানীয় প্রশাসন জানিয়েছে পরিস্থিতি স্বাভাবিক রয়েছে ও সংশ্লিষ্টরা বিষয়টি গুরুত্বের সঙ্গে দেখছেন স্টাফ রিপোর্টার ঢাকা সরকারের উন্নয়ন কার্যক্রম জনগণের কল্যাণে অব্যাহত রয়েছে এবং বিভিন্ন এলাকায় নতুন প্রকল্প বাস্তবায়নের কাজ চলছে স্থানীয় প্রশাসন জানিয়েছে পরিস্থিতি স্বাভাবিক রয়েছে ও সংশ্লিষ্টরা বিষয়টি গুরুত্বের সঙ্গে দেখছেন স্টাফ রিপোর্টার ঢাকা সরকারের উন্নয়ন কার্যক্রম জনগণের কল্যাণে অব্যাহত রয়েছে এবং বিভিন্ন এলাকায় নতুন প্রকল্প বাস	[224, 262, 327, 383]
news-article	[331, 376, 434, 475]
news-article	[224, 1131, 327, 1230]
article-body: স্টাফ রিপোর্টার ঢাকা সরকারের উন্নয়ন কার্যক্রম জনগণের কল্যাণে অব্যাহত রয়েছে এবং বিভিন্ন এলাকায় নতুন প্রকল্প বাস্তবায়নের কাজ চলছে স্থানীয় প্রশাসন জানিয়েছে পরিস্থিতি স্বাভাবিক রয়েছে ও সংশ্লিষ্টরা বিষয়টি গুরুত্বের সঙ্গে দেখছেন স্টাফ রিপোর্টার ঢাকা সরকারের উন্নয়ন কার্যক্রম জনগণের কল্যাণে অব্যাহত রয়েছে এবং বিভিন্ন এলাকায় নতুন প্রকল্প বাস্তবায়নের কাজ চলছে স্থানীয় প্রশাসন জানিয়েছে পরিস্থিতি স্বাভাবিক রয়েছে ও সংশ্লিষ্টরা বিষয়টি গুরুত্বের সঙ্গে দেখছেন স্টাফ রিপোর্টার ঢাকা সরকারের উন্নয়ন কার্যক্রম জনগণের কল্যাণে অব্যাহত রয়েছে এবং বিভিন্ন এলাকায় নতুন প্রকল্প বাস্তবায়নের কাজ চলছে স্থানীয় প্রশাসন জানিয়েছে পরিস্থিতি স্বাভাবিক রয়েছে ও সংশ্লিষ্টরা বিষয়টি গুরুত্বের সঙ	[445, 548, 648, 596]
article-body: স্টাফ রিপোর্টার ঢাকা সরকারের উন্নয়ন কার্যক্রম জনগণের কল্যাণে অব্যাহত রয়েছে এবং বিভিন্ন এলাকায় নতুন প্রকল্প বাস্তবায়নের কাজ চলছে স্থানীয় প্রশাসন জানিয়েছে পরিস্থিতি স্বাভাবিক রয়েছে ও সংশ্লিষ্টরা বিষয়টি গুরুত্বের সঙ্গে দেখছেন স্টাফ রিপোর্টার ঢাকা সরকারের উন্নয়ন কার্যক্রম জনগণের কল্যাণে অব্যাহত রয়েছে এবং বিভিন্ন এলাকায় নতুন প্রকল্প বাস্তবায়নের কাজ চলছে স্থানীয় প্রশাসন জানিয়েছে পরিস্থিতি স্বাভাবিক রয়েছে ও সংশ্লিষ্টরা বিষয়টি গুরুত্বের সঙ্গে দেখছেন স্টাফ রিপোর্টার ঢাকা সরকারের উন্নয়ন কার্যক্রম জনগণের কল্যাণে অব্যাহত রয়েছে এবং বিভিন্ন এলাকায় নতুন প্রকল্প বাস্তবায়নের কাজ চলছে স্থানীয় প্রশাসন জানিয়েছে	[331, 1130, 434, 1217]
article-body: স্টাফ রিপোর্টার ঢাকা সরকারের উন্নয়ন কার্যক্রম জনগণের কল্যাণে অব্যাহত রয়েছে এবং বিভিন্ন এলাকায় নতুন প্রকল্প বাস্তবায়নের কাজ চলছে স্থানীয় প্রশাসন জানিয়েছে পরিস্থিতি স্বাভাবিক রয়েছে ও সংশ্লিষ্টরা বিষয়টি গুরুত্বের সঙ্গে দেখছেন স্টাফ রিপোর্টার ঢাকা সরকারের উন্নয়ন কার্যক্রম জনগণের কল্যাণে অব্যাহত রয়েছে এবং বিভিন্ন এলাকায় নতুন প্রকল্প বাস্তবায়নের কাজ চলছে স্থানীয় প্রশাসন জানিয়েছে পরিস্থিতি স্বাভাবিক রয়েছে ও সংশ্লিষ্টরা বিষয়টি গুরুত্বের সঙ্গে দেখছেন স্টাফ রিপোর্টার ঢাকা সরকারের উন্নয়ন কার্যক্রম জনগণের কল্যাণে অব্যাহত রয়েছে এবং বিভিন্ন এলাকায় নতুন প্রকল্প বাস্তবায়নের কাজ চলছে স্থানীয় প্রশাসন জানিয়েছে পরিস্থিতি স্বাভাবিক রয়েছে ও সংশ্লিষ্টরা বিষয়টি গুরুত্বের সঙ্গে দেখছেন স্টাফ রিপোর্টার ঢাকা সরকারের উন্নয়ন কার্যক্রম জনগণ	[10, 355, 213, 409]
logo-tagline: দৈনিক	[596, 9, 609, 15]
column-middle	[224, 36, 434, 1315]
article-headline[interactable]: আমলাদির ষড়যন্ত্রে এবছিলে হিলিতে	[470, 246, 623, 259]
article-body: স্টাফ রিপোর্টার ঢাকা সরকারের উন্নয়ন কার্যক্রম জনগণের কল্যাণে অব্যাহত রয়েছে এবং বিভিন্ন এলাকায় নতুন প্রকল্প বাস্তবায়নের কাজ চলছে স্থানীয় প্রশাসন জানিয়েছে পরিস্থিতি স্বাভাবিক রয়েছে ও সংশ্লিষ্টরা বিষয়টি গুরুত্বের সঙ্গে দেখছেন স্টাফ রিপোর্টার ঢাকা সরকারের উন্নয়ন কার্যক্রম জনগণের কল্যাণে অব্যাহত রয়েছে এবং বিভিন্ন এলাকায় নতুন প্রকল্প বাস্তবায়নের কাজ চলছে স্থানীয় প্রশাসন জানিয়েছে পরিস্থিতি স্বাভাবিক রয়েছে ও সংশ্লিষ্টরা বিষয়টি গুরুত্বের সঙ্গে দেখছেন স্টাফ রিপোর্টার ঢাকা সরকারের উন্নয়ন কার্যক্রম জনগণের কল্যাণে অব্যাহত রয়েছে এবং বিভিন্ন এলাকায় নতুন প্রকল্প বাস্তবায়নের কাজ চলছে স্থানীয় প্রশাসন জানিয়েছে	[331, 879, 434, 967]
news-article	[331, 855, 434, 967]
article-headline[interactable]: আগ্নেয়গিরিতে ৯৯ বাংলাদেশিসহ ৫০০	[342, 569, 423, 593]
article-headline[interactable]: মেডিক্যাল ভর্তি পরীক্ষায় জালিয়াতি	[224, 629, 327, 653]
article-headline[interactable]: ভালুকায় অটোরিকশা-পিকআপ	[482, 37, 611, 49]
article-headline[interactable]: শাহজালালে সাড়ে ৩ কেজি সোনাসহ	[224, 38, 327, 65]
article-headline[interactable]: আগুনের ঝুঁকিতে চট্টগ্রামের শতাধিক	[344, 246, 421, 270]
article-headline[interactable]: মেট্রোরেলে যাত্রী ভিড় বাড়ার নির্দেশ	[229, 744, 322, 769]
news-article	[331, 247, 434, 373]
article-headline[interactable]: বিএনপি-জামায়াত অস্তিত্বের সংকটে	[36, 123, 187, 136]
article-headline[interactable]: শীত বেড়ে ফের কমতে পারে	[229, 873, 322, 897]
article-body: স্টাফ রিপোর্টার ঢাকা সরকারের উন্নয়ন কার্যক্রম জনগণের কল্যাণে অব্যাহত রয়েছে এবং বিভিন্ন এলাকায় নতুন প্রকল্প বাস্তবায়নের কাজ চলছে স্থানীয় প্রশাসন জানিয়েছে পরিস্থিতি স্বাভাবিক রয়েছে ও সংশ্লিষ্টরা বিষয়টি গুরুত্বের সঙ্গে দেখছেন স্টাফ রিপোর্টার ঢাকা সরকারের উন্নয়ন কার্যক্রম জনগণের কল্যাণে অব্যাহত রয়েছে এবং বিভিন্ন এলাকায় নতুন প্রকল্প বাস্তবায়নের কাজ চলছে স্থানীয় প্রশাসন জানিয়েছে পরিস্থিতি স্বাভাবিক রয়েছে ও সংশ্লিষ্টরা বিষয়টি গুরুত্বের সঙ্গে দেখছেন স্টাফ রিপোর্টার ঢাকা সরকারের উন্নয়ন কার্যক্রম জনগণের কল্যাণে অব্যাহত রয়েছে এবং বিভিন্ন এলাকায় নতুন প্রকল্প বাস্তবায়নের কাজ চলছে স্থানীয় প্রশাসন জানিয়েছে পরিস্থিতি স্বাভাবিক রয়েছে ও সংশ্লিষ্টরা বিষয়টি গুরুত্বের সঙ্গে দেখছেন স্টাফ রিপোর্টার ঢাকা সরকারের উন্নয়ন কার্যক্রম জনগণের কল্যাণে অব্যাহত রয়েছে এবং বিভিন্ন এলাকায় নতুন প্রকল্প বাস্তবায়নের কাজ চলছে স্থানীয় প্রশাসন জানিয়েছে পরিস্থিতি স্বাভা	[224, 899, 327, 1026]
article-body: স্টাফ রিপোর্টার ঢাকা সরকারের উন্নয়ন কার্যক্রম জনগণের কল্যাণে অব্যাহত রয়েছে এবং বিভিন্ন এলাকায় নতুন প্রকল্প বাস্তবায়নের কাজ চলছে স্থানীয় প্রশাসন জানিয়েছে পরিস্থিতি স্বাভাবিক রয়েছে ও সংশ্লিষ্টরা বিষয়টি গুরুত্বের সঙ্গে দেখছেন স্টাফ রিপোর্টার ঢাকা সরকারের উন্নয়ন কার্যক্রম জনগণের কল্যাণে অব্যাহত রয়েছে এবং বিভিন্ন এলাকায় নতুন প্রকল্প বাস্তবায়নের কাজ চলছে স্থানীয় প্রশাসন জানিয়েছে পরিস্থিতি স্বাভাবিক রয়েছে ও সংশ্লিষ্টরা বিষয়টি গুরুত্বের সঙ্গে দেখছেন স্টাফ রিপোর্টার ঢাকা সরকারের উন্নয়ন কার্যক্রম জনগণের কল্যাণে অব্যাহত রয়েছে এবং বিভিন্ন এলাকায় নতুন প্রকল্প বাস্তবায়নের কাজ চলছে স্থানীয় প্রশাসন জানিয়েছে পরিস্থিতি স্বাভাবিক রয়েছে ও সংশ্লিষ্টরা বিষয়টি গুরুত্বের সঙ	[10, 289, 213, 336]
news-article	[10, 559, 213, 615]
news-article	[10, 36, 213, 120]
news-article	[10, 618, 213, 660]
article-body: স্টাফ রিপোর্টার ঢাকা সরকারের উন্নয়ন কার্যক্রম জনগণের কল্যাণে অব্যাহত রয়েছে এবং বিভিন্ন এলাকায় নতুন প্রকল্প বাস্তবায়নের কাজ চলছে স্থানীয় প্রশাসন জানিয়েছে পরিস্থিতি স্বাভাবিক রয়েছে ও সংশ্লিষ্টরা বিষয়টি গুরুত্বের সঙ্গে দেখছেন স্টাফ রিপোর্টার ঢাকা সরকারের উন্নয়ন কার্যক্রম জনগণের কল্যাণে অব্যাহত রয়েছে এব	[10, 633, 213, 660]
article-headline[interactable]: আমার ভাইয়ের রক্তে রাঙ্গানো	[339, 37, 426, 61]
news-article	[445, 345, 648, 414]
news-article	[10, 123, 213, 179]
